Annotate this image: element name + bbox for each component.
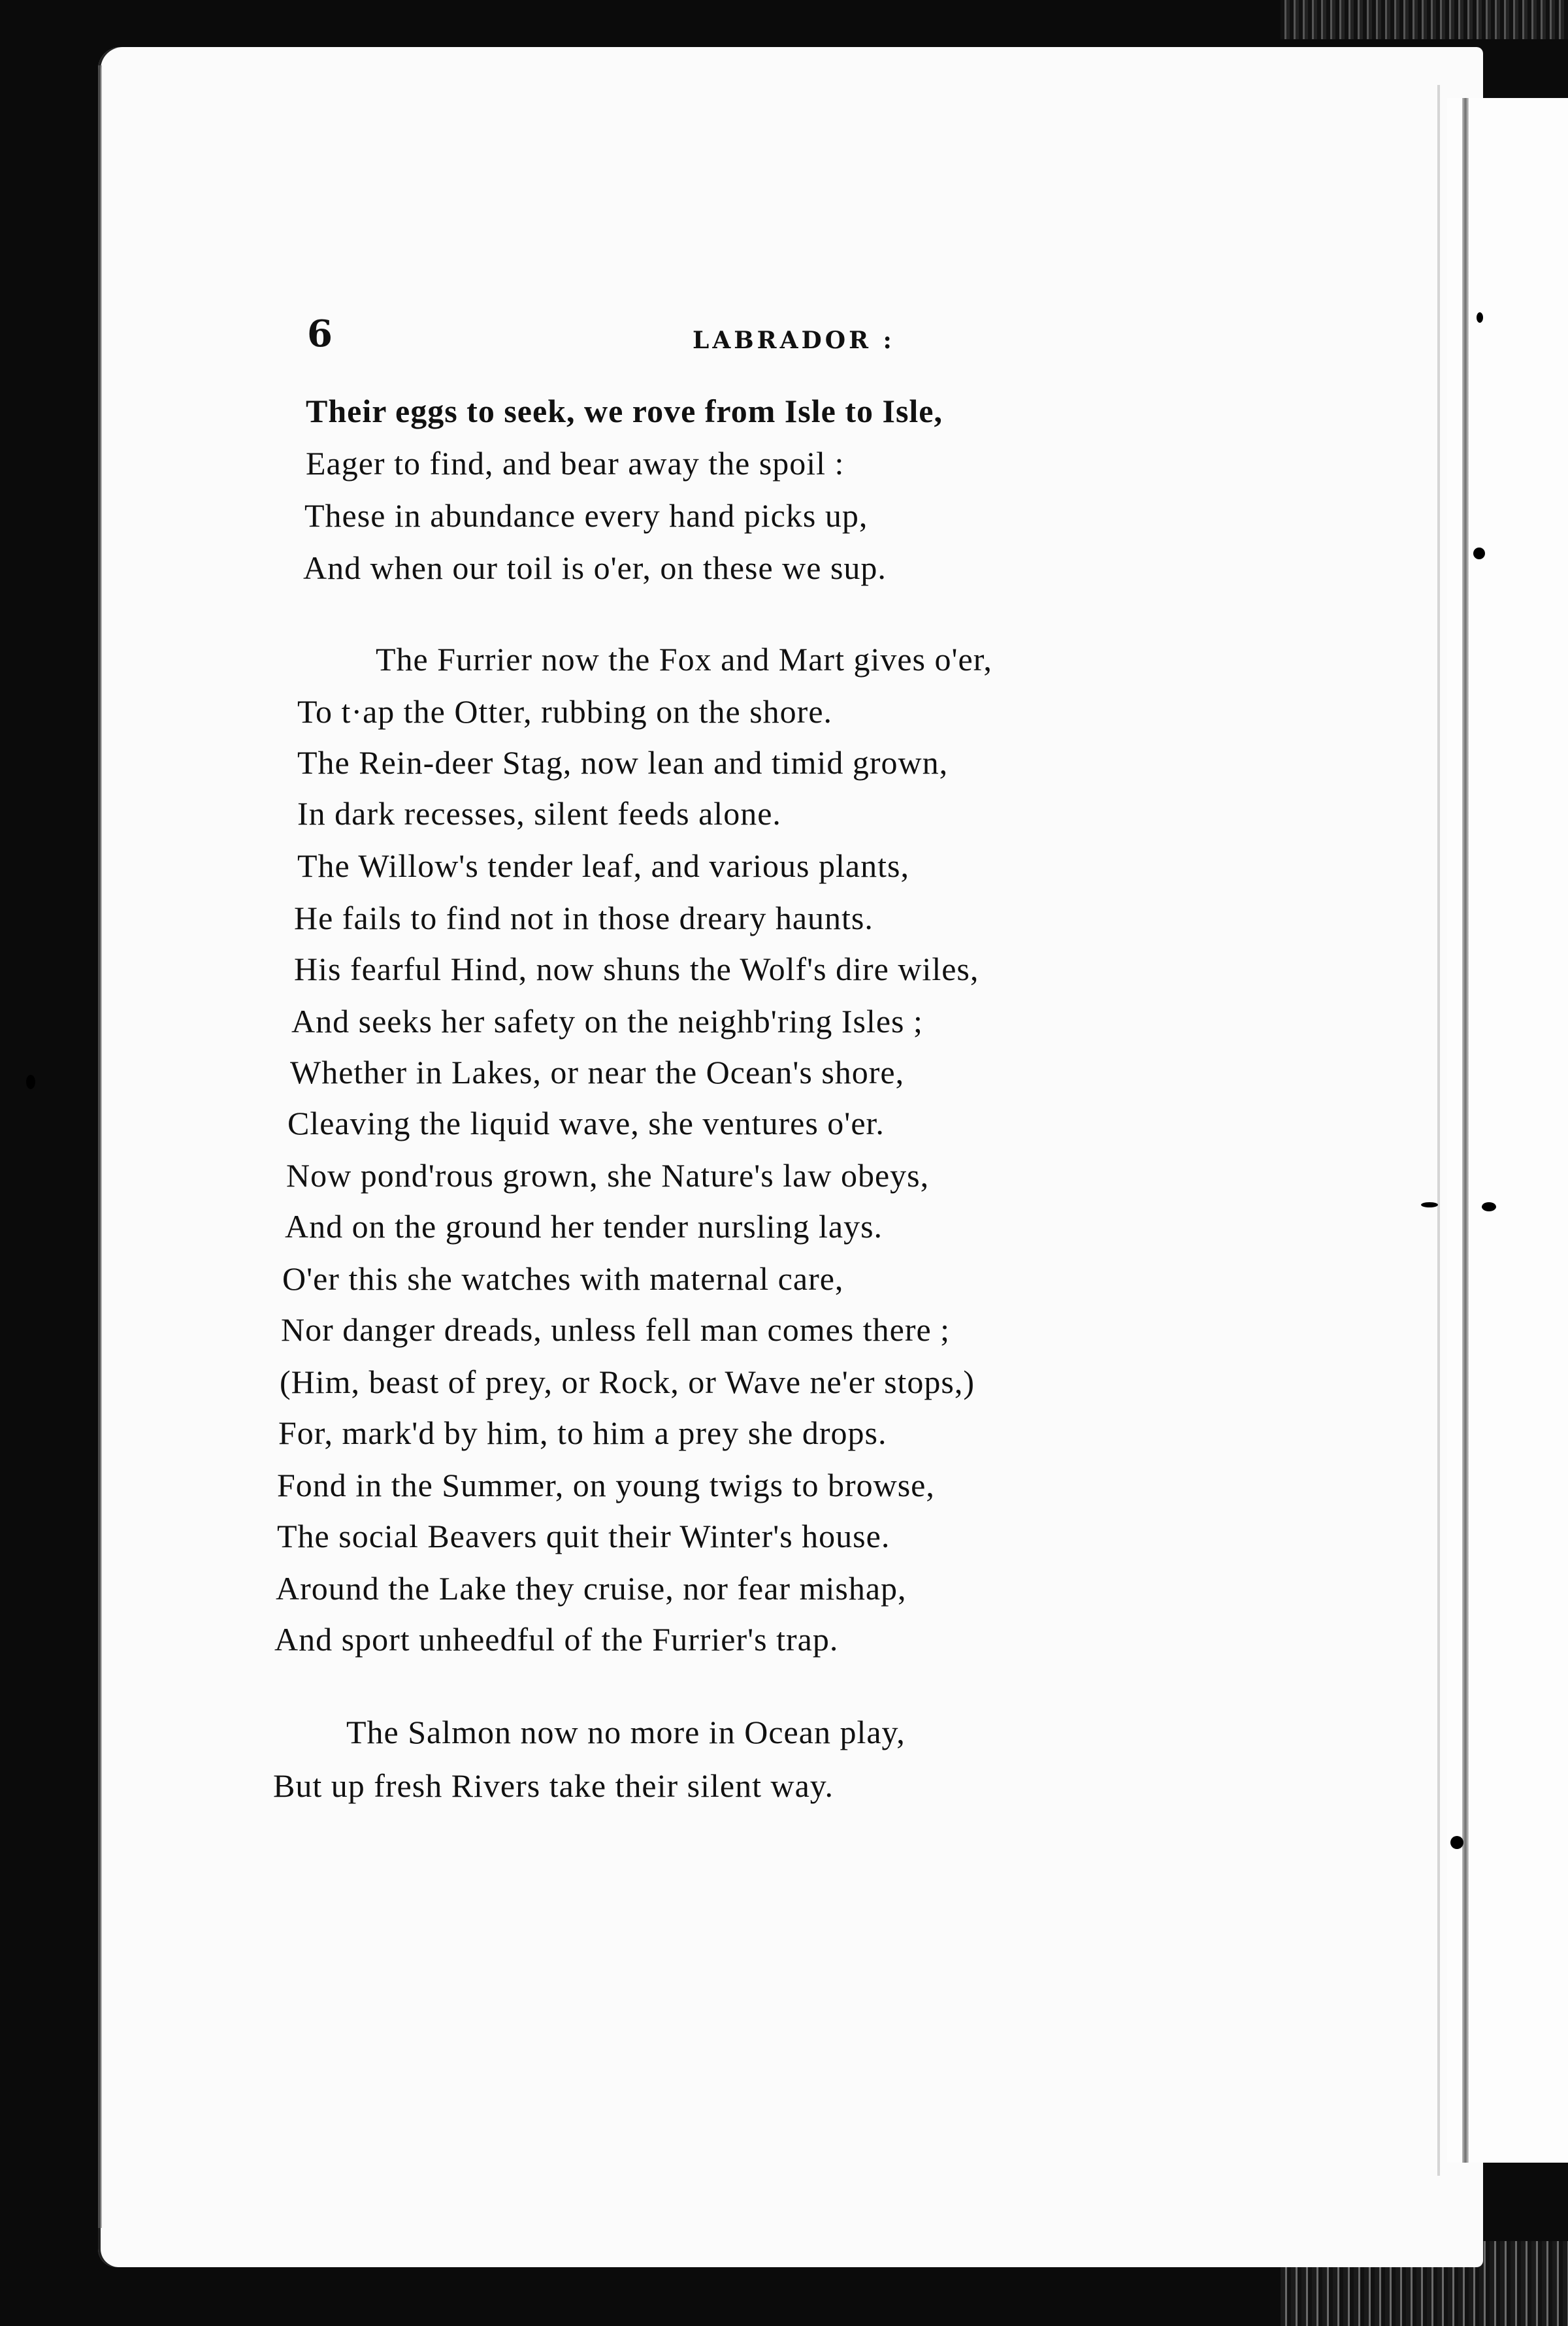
poem-line: O'er this she watches with maternal care, [282,1260,844,1297]
poem-line: And seeks her safety on the neighb'ring Isles ; [291,1003,923,1040]
poem-line: And sport unheedful of the Furrier's trap. [274,1621,839,1658]
poem-line: Whether in Lakes, or near the Ocean's shore, [290,1054,905,1090]
poem-line: In dark recesses, silent feeds alone. [297,795,781,832]
poem-line: Around the Lake they cruise, nor fear mishap, [276,1570,907,1607]
page-header [307,312,1352,365]
poem-line: These in abundance every hand picks up, [304,497,868,534]
binding-gutter [1462,98,1469,2163]
poem-line: For, mark'd by him, to him a prey she drops. [278,1415,887,1451]
poem-line: (Him, beast of prey, or Rock, or Wave ne'er stops,) [280,1364,975,1400]
poem-line: Cleaving the liquid wave, she ventures o'er. [287,1105,885,1141]
poem-line: The Furrier now the Fox and Mart gives o'er, [376,641,992,678]
poem-line: But up fresh Rivers take their silent way. [273,1767,834,1804]
poem-line: And on the ground her tender nursling lays. [285,1208,883,1245]
running-head: LABRADOR : [693,327,895,354]
poem-line: The Rein-deer Stag, now lean and timid grown, [297,744,949,781]
poem-line: The social Beavers quit their Winter's house. [277,1518,890,1554]
poem-line: Nor danger dreads, unless fell man comes there ; [281,1311,951,1348]
dust-speck [1450,1836,1463,1849]
page-fold [1437,85,1440,2176]
poem-line: Now pond'rous grown, she Nature's law obeys, [286,1157,930,1194]
poem-line: Their eggs to seek, we rove from Isle to Isle, [306,393,943,429]
page-edge [98,65,110,2228]
poem-line: And when our toil is o'er, on these we sup. [303,549,887,586]
dust-speck [1477,312,1483,323]
poem-line: The Salmon now no more in Ocean play, [346,1714,906,1750]
page-number: 6 [307,312,333,355]
poem-line: Eager to find, and bear away the spoil : [306,445,845,482]
dust-speck [1421,1202,1438,1207]
poem-line: To t·ap the Otter, rubbing on the shore. [297,693,833,730]
poem-line: His fearful Hind, now shuns the Wolf's dire wiles, [294,951,979,987]
dust-speck [26,1075,35,1089]
scan-border-top [1281,0,1568,39]
poem-line: The Willow's tender leaf, and various plants, [297,847,909,884]
dust-speck [1482,1202,1496,1211]
dust-speck [1473,548,1485,559]
poem-line: Fond in the Summer, on young twigs to browse, [277,1467,935,1503]
poem-line: He fails to find not in those dreary haunts. [294,900,874,936]
